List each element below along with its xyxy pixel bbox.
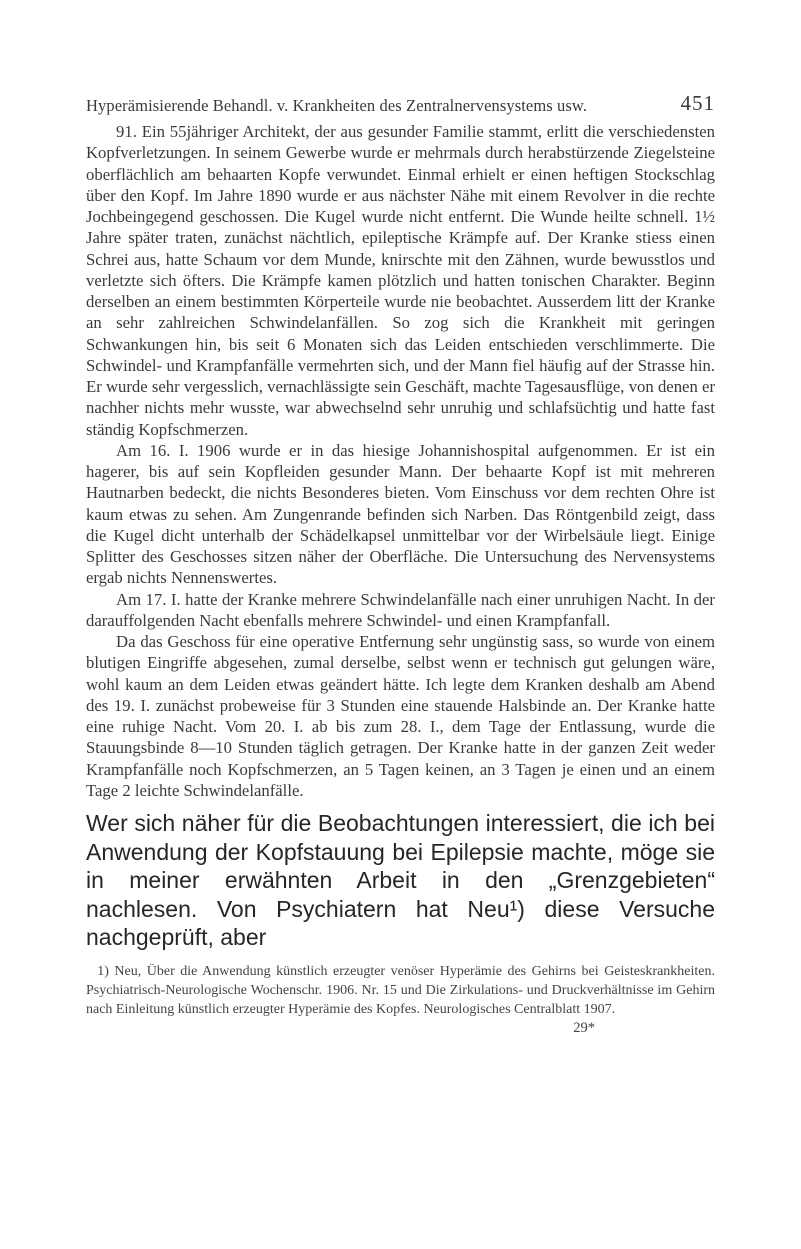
paragraph-seizures: Am 17. I. hatte der Kranke mehrere Schwindelanfälle nach einer unruhigen Nacht. In der darauffolgenden Nacht ebenfalls mehrere Schwindel- und einen Krampfanfall. — [86, 589, 715, 630]
emphasized-text — [86, 809, 715, 952]
running-head-title: Hyperämisierende Behandl. v. Krankheiten des Zentralnervensystems usw. — [86, 96, 588, 115]
running-head — [86, 92, 715, 118]
emphasized-paragraph: Wer sich näher für die Beobachtungen interessiert, die ich bei Anwendung der Kopfstauung bei Epilepsie machte, möge sie in meiner erwähnten Arbeit in den „Grenzgebieten“ nachlesen. Von Psychiatern hat Neu¹) diese Versuche nachgeprüft, aber — [86, 810, 715, 950]
book-page — [86, 92, 715, 1037]
paragraph-treatment: Da das Geschoss für eine operative Entfernung sehr ungünstig sass, so wurde von einem blutigen Eingriffe abgesehen, zumal derselbe, selbst wenn er technisch gut gelungen wäre, wohl kaum an dem Leiden etwas geändert hätte. Ich legte dem Kranken deshalb am Abend des 19. I. zunächst probeweise für 3 Stunden eine stauende Halsbinde an. Der Kranke hatte eine ruhige Nacht. Vom 20. I. ab bis zum 28. I., dem Tage der Entlassung, wurde die Stauungsbinde 8—10 Stunden täglich getragen. Der Kranke hatte in der ganzen Zeit weder Krampfanfälle noch Kopfschmerzen, an 5 Tagen keinen, an 3 Tagen je einen und an einem Tage 2 leichte Schwindelanfälle. — [86, 632, 715, 800]
body-text — [86, 121, 715, 801]
sheet-signature: 29* — [573, 1019, 595, 1036]
paragraph-admission: Am 16. I. 1906 wurde er in das hiesige Johannishospital aufgenommen. Er ist ein hagerer, bis auf sein Kopfleiden gesunder Mann. Der behaarte Kopf ist mit mehreren Hautnarben bedeckt, die nichts Besonderes bieten. Vom Einschuss vor dem rechten Ohre ist kaum etwas zu sehen. Am Zungenrande befinden sich Narben. Das Röntgenbild zeigt, dass die Kugel dicht unterhalb der Schädelkapsel unmittelbar vor der Wirbelsäule liegt. Einige Splitter des Geschosses sitzen näher der Oberfläche. Die Untersuchung des Nervensystems ergab nichts Nennenswertes. — [86, 440, 715, 588]
footnote-text: 1) Neu, Über die Anwendung künstlich erzeugter venöser Hyperämie des Gehirns bei Geisteskrankheiten. Psychiatrisch-Neurologische Wochenschr. 1906. Nr. 15 und Die Zirkulations- und Druckverhältnisse im Gehirn nach Einleitung künstlich erzeugter Hyperämie des Kopfes. Neurologisches Centralblatt 1907. — [86, 963, 715, 1017]
paragraph-case-91: 91. Ein 55jähriger Architekt, der aus gesunder Familie stammt, erlitt die verschiedensten Kopfverletzungen. In seinem Gewerbe wurde er mehrmals durch herabstürzende Ziegelsteine oberflächlich am behaarten Kopfe verwundet. Einmal erhielt er einen heftigen Stockschlag über den Kopf. Im Jahre 1890 wurde er aus nächster Nähe mit einem Revolver in die rechte Jochbeingegend geschossen. Die Kugel wurde nicht entfernt. Die Wunde heilte schnell. 1½ Jahre später traten, zunächst nächtlich, epileptische Krämpfe auf. Der Kranke stiess einen Schrei aus, hatte Schaum vor dem Munde, knirschte mit den Zähnen, wurde bewusstlos und verletzte sich öfters. Die Krämpfe kamen plötzlich und hatten tonischen Charakter. Beginn derselben an einem bestimmten Körperteile wurde nie beobachtet. Ausserdem litt der Kranke an sehr zahlreichen Schwindelanfällen. So zog sich die Krankheit mit geringen Schwankungen hin, bis seit 6 Monaten sich das Leiden entschieden verschlimmerte. Die Schwindel- und Krampfanfälle vermehrten sich, und der Mann fiel häufig auf der Strasse hin. Er wurde sehr vergesslich, vernachlässigte sein Geschäft, machte Tagesausflüge, von denen er nachher nichts mehr wusste, war abwechselnd sehr unruhig und schlafsüchtig und hatte fast ständig Kopfschmerzen. — [86, 122, 715, 439]
page-number: 451 — [680, 91, 715, 115]
footnote — [86, 962, 715, 1019]
